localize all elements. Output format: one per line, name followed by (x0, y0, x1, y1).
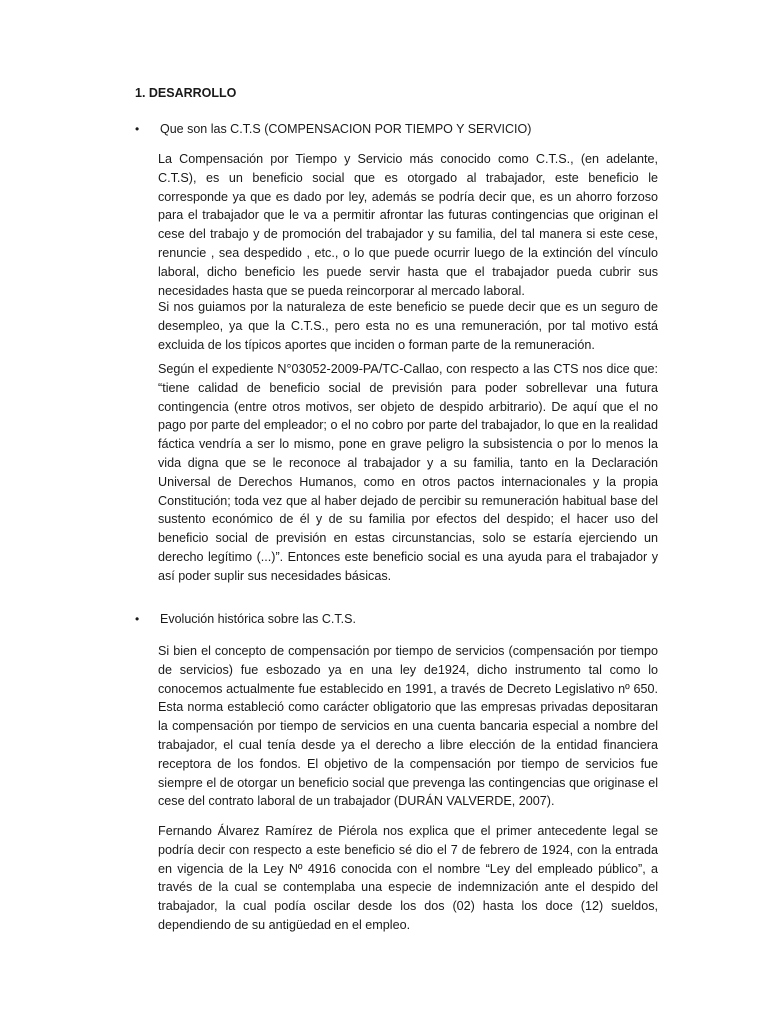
bullet-text: Evolución histórica sobre las C.T.S. (160, 612, 356, 626)
paragraph: Si bien el concepto de compensación por tiempo de servicios (compensación por tiempo de servicios) fue esbozado ya en una ley de1924, dicho instrumento tal como lo conocemos actualmente fue establecido en 1991, a través de Decreto Legislativo nº 650. Esta norma estableció como carácter obligatorio que las empresas privadas depositaran la compensación por tiempo de servicios en una cuenta bancaria especial a nombre del trabajador, el cual tenía desde ya el derecho a libre elección de la entidad financiera receptora de los fondos. El objetivo de la compensación por tiempo de servicios fue siempre el de otorgar un beneficio social que prevenga las contingencias que originase el cese del contrato laboral de un trabajador (DURÁN VALVERDE, 2007). (158, 644, 658, 809)
paragraph: Según el expediente N°03052-2009-PA/TC-Callao, con respecto a las CTS nos dice que: “tiene calidad de beneficio social de previsión para poder sobrellevar una futura contingencia (entre otros motivos, ser objeto de despido arbitrario). De aquí que el no pago por parte del empleador; o el no cobro por parte del trabajador, lo que en la realidad fáctica vendría a ser lo mismo, pone en grave peligro la subsistencia o por lo menos la vida digna que se le reconoce al trabajador y a su familia, tanto en la Declaración Universal de Derechos Humanos, como en otros pactos internacionales y la propia Constitución; toda vez que al haber dejado de percibir su remuneración habitual base del sustento económico de él y de su familia por efectos del despido; el hacer uso del beneficio social de previsión en estas circunstancias, solo se estaría ejerciendo un derecho legítimo (...)”. Entonces este beneficio social es una ayuda para el trabajador y así poder suplir sus necesidades básicas. (158, 362, 658, 583)
bullet-text: Que son las C.T.S (COMPENSACION POR TIEMPO Y SERVICIO) (160, 122, 532, 136)
bullet-icon: • (135, 612, 140, 626)
paragraph: Fernando Álvarez Ramírez de Piérola nos explica que el primer antecedente legal se podría decir con respecto a este beneficio sé dio el 7 de febrero de 1924, con la entrada en vigencia de la Ley Nº 4916 conocida con el nombre “Ley del empleado público”, a través de la cual se contemplaba una especie de indemnización ante el despido del trabajador, la cual podía oscilar desde los dos (02) hasta los doce (12) sueldos, dependiendo de su antigüedad en el empleo. (158, 824, 658, 932)
bullet-icon: • (135, 122, 140, 136)
paragraph: Si nos guiamos por la naturaleza de este beneficio se puede decir que es un seguro de desempleo, ya que la C.T.S., pero esta no es una remuneración, por tal motivo está excluida de los típicos aportes que inciden o forman parte de la remuneración. (158, 300, 658, 352)
section-heading: 1. DESARROLLO (135, 86, 237, 100)
paragraph: La Compensación por Tiempo y Servicio más conocido como C.T.S., (en adelante, C.T.S), es un beneficio social que es otorgado al trabajador, este beneficio le corresponde ya que es dado por ley, además se podría decir que, es un ahorro forzoso para el trabajador que le va a permitir afrontar las futuras contingencias que originan el cese del trabajo y de promoción del trabajador y su familia, del tal manera si este cese, renuncie , sea despedido , etc., o lo que puede ocurrir luego de la extinción del vínculo laboral, dicho beneficio les puede servir hasta que el trabajador pueda cubrir sus necesidades hasta que se pueda reincorporar al mercado laboral. (158, 152, 658, 298)
